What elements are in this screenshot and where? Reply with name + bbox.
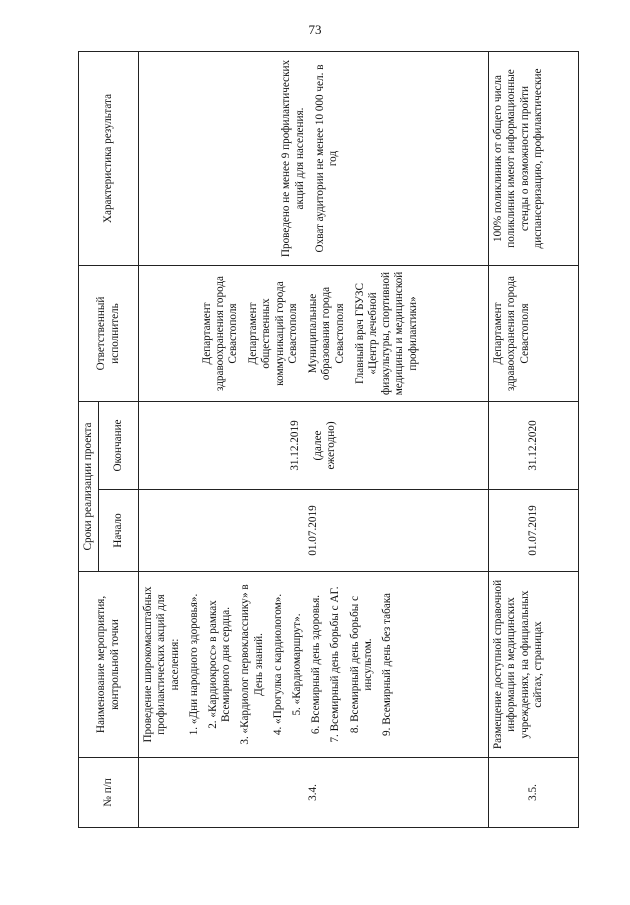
table-row [139, 52, 489, 828]
list-item: 9. Всемирный день без табака [381, 593, 394, 736]
responsible-item: Департамент здравоохранения города Севастополя [200, 275, 240, 392]
row-end-note: (далее ежегодно) [312, 421, 338, 470]
list-item: 7. Всемирный день борьбы с АГ. [329, 586, 342, 743]
list-item: 4. «Прогулка с кардиологом». [271, 593, 284, 736]
row-end [139, 402, 489, 490]
project-table [78, 51, 579, 828]
row-result [139, 52, 489, 266]
row-name: Размещение доступной справочной информации в медицинских учреждениях, на официальных сайтах, страницах [489, 572, 579, 758]
header-num: № п/п [79, 758, 139, 828]
row-num: 3.4. [139, 758, 489, 828]
page-number: 73 [308, 22, 322, 37]
row-responsible: Департамент здравоохранения города Севастополя [489, 266, 579, 402]
row-name-intro: Проведение широкомасштабных профилактических акций для населения: [142, 586, 181, 743]
row-result: 100% поликлиник от общего числа поликлиник имеют информационные стенды о возможности пройти диспансеризацию, профилактические [489, 52, 579, 266]
list-item: 3. «Кардиолог первокласснику» в День знаний. [239, 584, 265, 745]
header-start: Начало [99, 490, 139, 572]
list-item: 5. «Кардиомаршрут». [291, 613, 304, 716]
row-name [139, 572, 489, 758]
row-end: 31.12.2020 [489, 402, 579, 490]
row-end-date: 31.12.2019 [288, 420, 301, 471]
rotated-table-container [78, 52, 578, 828]
row-num: 3.5. [489, 758, 579, 828]
header-result: Характеристика результата [79, 52, 139, 266]
header-timing: Сроки реализации проекта [79, 402, 99, 572]
result-item: Охват аудитории не менее 10 000 чел. в год [313, 64, 339, 253]
header-end: Окончание [99, 402, 139, 490]
header-name: Наименование мероприятия, контрольной точки [79, 572, 139, 758]
header-responsible: Ответственный исполнитель [79, 266, 139, 402]
list-item: 1. «Дни народного здоровья». [187, 593, 200, 736]
responsible-item: Главный врач ГБУЗС «Центр лечебной физкультуры, спортивной медицины и медицинской профилактики» [353, 271, 419, 396]
table-row [489, 52, 579, 828]
row-start: 01.07.2019 [139, 490, 489, 572]
list-item: 6. Всемирный день здоровья. [310, 594, 323, 735]
responsible-item: Муниципальные образования города Севастополя [307, 286, 346, 381]
responsible-item: Департамент общественных коммуникаций города Севастополя [247, 281, 299, 386]
result-item: Проведено не менее 9 профилактических акций для населения. [280, 59, 306, 258]
row-start: 01.07.2019 [489, 490, 579, 572]
list-item: 8. Всемирный день борьбы с инсультом. [348, 595, 374, 734]
row-responsible [139, 266, 489, 402]
list-item: 2. «Кардиокросс» в рамках Всемирного дня сердца. [207, 600, 233, 729]
